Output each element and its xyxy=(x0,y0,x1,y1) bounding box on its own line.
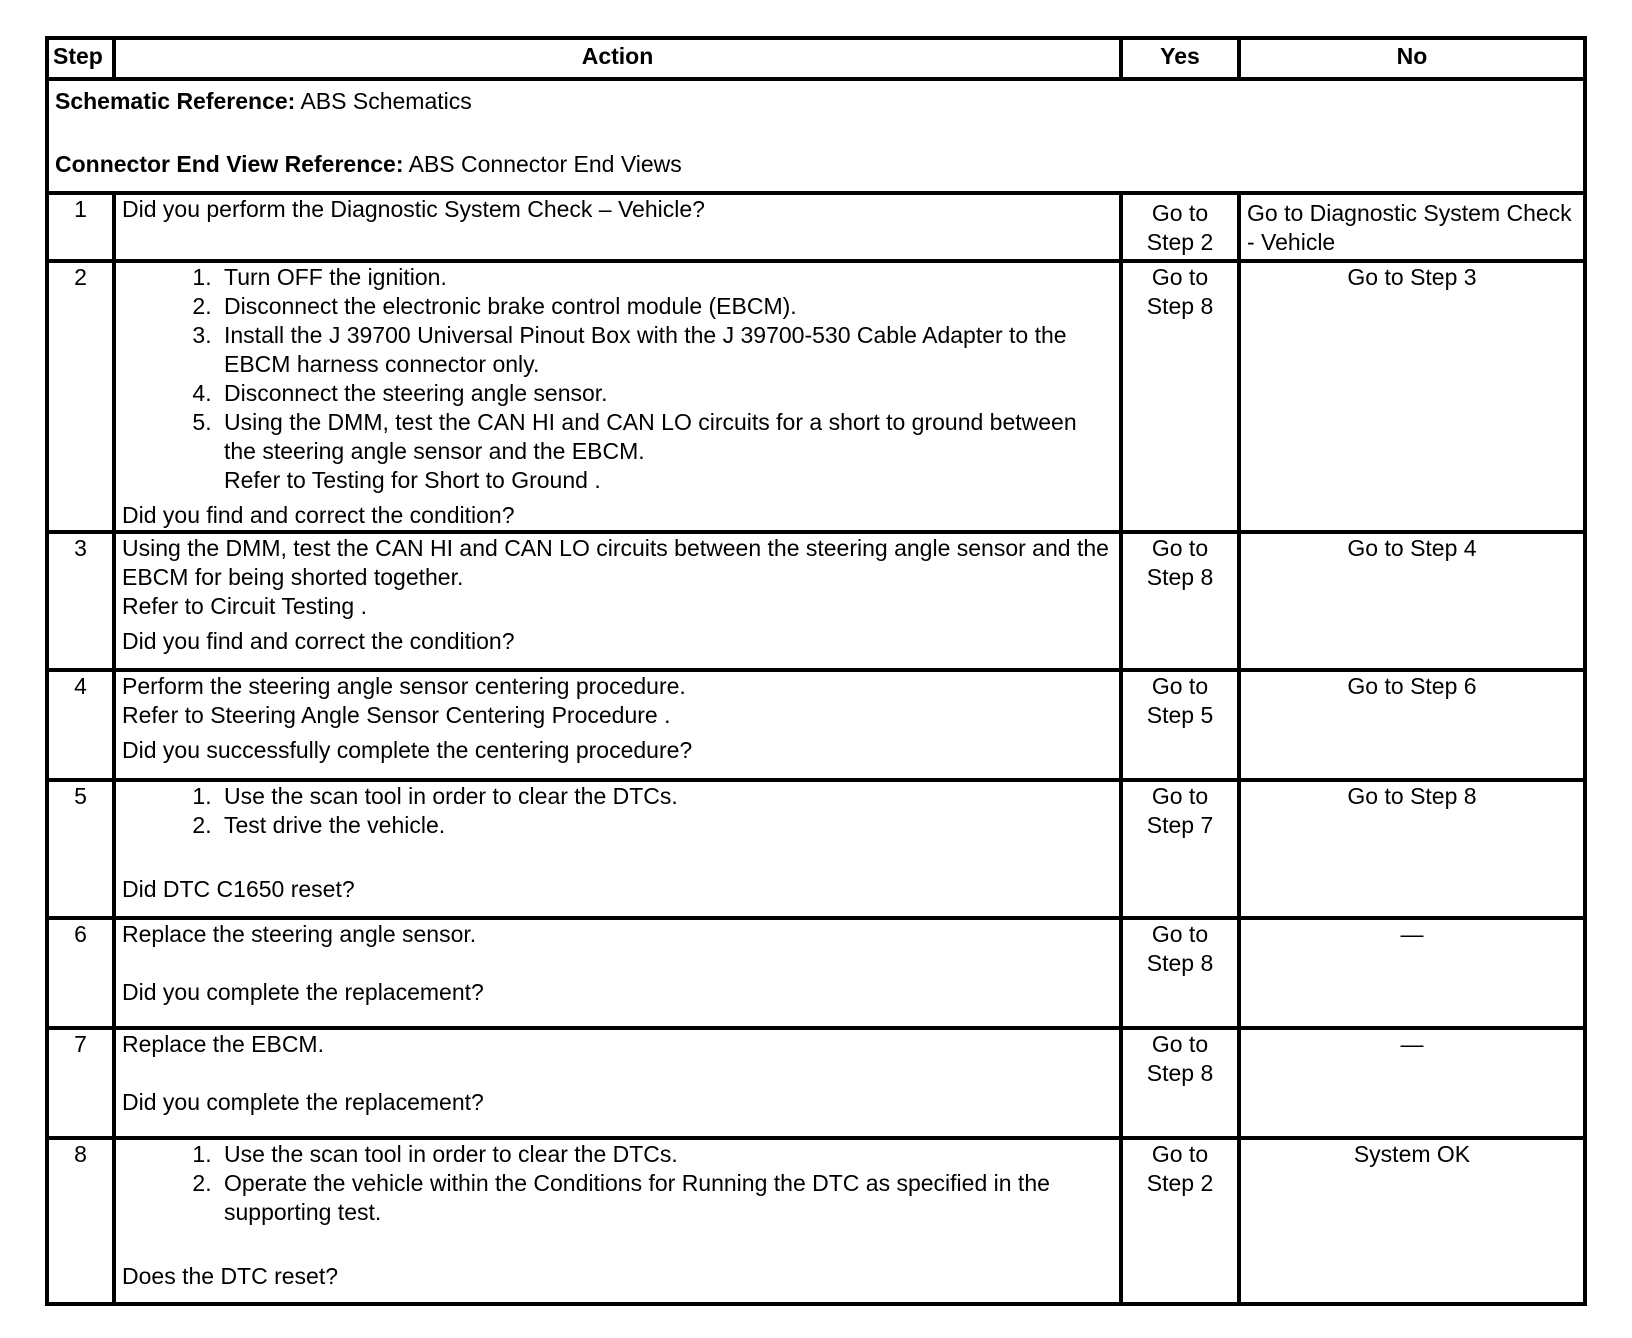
yes-cell: Go to Step 8 xyxy=(1121,918,1239,1028)
no-cell: — xyxy=(1239,918,1585,1028)
action-text: Using the DMM, test the CAN HI and CAN LO circuits between the steering angle sensor and the EBCM for being shorted together. xyxy=(122,535,1109,590)
action-steps xyxy=(122,782,1113,840)
action-text: Did you perform the Diagnostic System Check – Vehicle? xyxy=(122,196,705,222)
step-number: 4 xyxy=(47,670,114,780)
spacer xyxy=(122,840,1113,869)
no-cell: Go to Step 8 xyxy=(1239,780,1585,918)
step-number: 8 xyxy=(47,1138,114,1304)
connector-reference xyxy=(55,150,1577,179)
no-cell: System OK xyxy=(1239,1138,1585,1304)
schematic-reference-link[interactable]: ABS Schematics xyxy=(295,88,472,114)
action-step-item: 2. Disconnect the electronic brake control module (EBCM). xyxy=(218,292,1113,321)
step-row xyxy=(47,780,1585,918)
reference-link[interactable]: Refer to Steering Angle Sensor Centering Procedure . xyxy=(122,702,671,728)
action-step-item: 3. Install the J 39700 Universal Pinout Box with the J 39700-530 Cable Adapter to the EBCM harness connector only. xyxy=(218,321,1113,379)
schematic-reference-label: Schematic Reference: xyxy=(55,88,296,114)
action-step-item: 5. Using the DMM, test the CAN HI and CAN LO circuits for a short to ground between the steering angle sensor and the EBCM. xyxy=(218,408,1113,466)
action-cell xyxy=(114,193,1121,261)
reference-link[interactable]: Refer to Circuit Testing . xyxy=(122,593,368,619)
no-cell: Go to Step 4 xyxy=(1239,532,1585,670)
yes-cell: Go to Step 5 xyxy=(1121,670,1239,780)
spacer xyxy=(122,949,1113,978)
no-cell: Go to Step 3 xyxy=(1239,261,1585,532)
header-row xyxy=(47,38,1585,79)
reference-link[interactable]: Refer to Testing for Short to Ground . xyxy=(224,467,601,493)
header-action: Action xyxy=(114,38,1121,79)
action-step-item: 1. Turn OFF the ignition. xyxy=(218,263,1113,292)
action-text: Replace the steering angle sensor. xyxy=(122,921,477,947)
step-number: 5 xyxy=(47,780,114,918)
step-row xyxy=(47,1028,1585,1138)
action-text: Perform the steering angle sensor centering procedure. xyxy=(122,673,686,699)
schematic-reference xyxy=(55,87,1577,116)
yes-cell: Go to Step 8 xyxy=(1121,1028,1239,1138)
action-cell xyxy=(114,780,1121,918)
question-text: Does the DTC reset? xyxy=(122,1263,339,1289)
step-number: 3 xyxy=(47,532,114,670)
action-cell xyxy=(114,1138,1121,1304)
action-cell xyxy=(114,670,1121,780)
action-text: Replace the EBCM. xyxy=(122,1031,324,1057)
connector-reference-link[interactable]: ABS Connector End Views xyxy=(403,151,682,177)
step-row xyxy=(47,261,1585,532)
step-number: 6 xyxy=(47,918,114,1028)
action-step-item: 1. Use the scan tool in order to clear the DTCs. xyxy=(218,1140,1113,1169)
action-step-item: 2. Test drive the vehicle. xyxy=(218,811,1113,840)
step-number: 2 xyxy=(47,261,114,532)
spacer xyxy=(122,1227,1113,1256)
yes-cell: Go to Step 7 xyxy=(1121,780,1239,918)
yes-cell: Go to Step 2 xyxy=(1121,1138,1239,1304)
header-yes: Yes xyxy=(1121,38,1239,79)
no-cell: Go to Diagnostic System Check - Vehicle xyxy=(1239,193,1585,261)
yes-cell: Go to Step 2 xyxy=(1121,193,1239,261)
step-row xyxy=(47,193,1585,261)
no-cell: Go to Step 6 xyxy=(1239,670,1585,780)
step-row xyxy=(47,918,1585,1028)
reference-row xyxy=(47,79,1585,193)
step-number: 7 xyxy=(47,1028,114,1138)
action-cell xyxy=(114,918,1121,1028)
yes-cell: Go to Step 8 xyxy=(1121,261,1239,532)
question-text: Did DTC C1650 reset? xyxy=(122,876,355,902)
reference-cell xyxy=(47,79,1585,193)
step-number: 1 xyxy=(47,193,114,261)
action-cell xyxy=(114,532,1121,670)
step-row xyxy=(47,670,1585,780)
connector-reference-label: Connector End View Reference: xyxy=(55,151,404,177)
action-steps xyxy=(122,263,1113,466)
diagnostic-table xyxy=(45,36,1587,1306)
action-step-item: 2. Operate the vehicle within the Conditions for Running the DTC as specified in the supporting test. xyxy=(218,1169,1113,1227)
header-step: Step xyxy=(47,38,114,79)
header-no: No xyxy=(1239,38,1585,79)
question-text: Did you complete the replacement? xyxy=(122,1089,484,1115)
spacer xyxy=(122,1059,1113,1088)
action-step-item: 4. Disconnect the steering angle sensor. xyxy=(218,379,1113,408)
yes-cell: Go to Step 8 xyxy=(1121,532,1239,670)
question-text: Did you find and correct the condition? xyxy=(122,502,515,528)
action-step-item: 1. Use the scan tool in order to clear the DTCs. xyxy=(218,782,1113,811)
action-steps xyxy=(122,1140,1113,1227)
step-row xyxy=(47,1138,1585,1304)
question-text: Did you find and correct the condition? xyxy=(122,628,515,654)
question-text: Did you successfully complete the centering procedure? xyxy=(122,737,693,763)
action-cell xyxy=(114,1028,1121,1138)
action-cell xyxy=(114,261,1121,532)
step-row xyxy=(47,532,1585,670)
no-cell: — xyxy=(1239,1028,1585,1138)
question-text: Did you complete the replacement? xyxy=(122,979,484,1005)
